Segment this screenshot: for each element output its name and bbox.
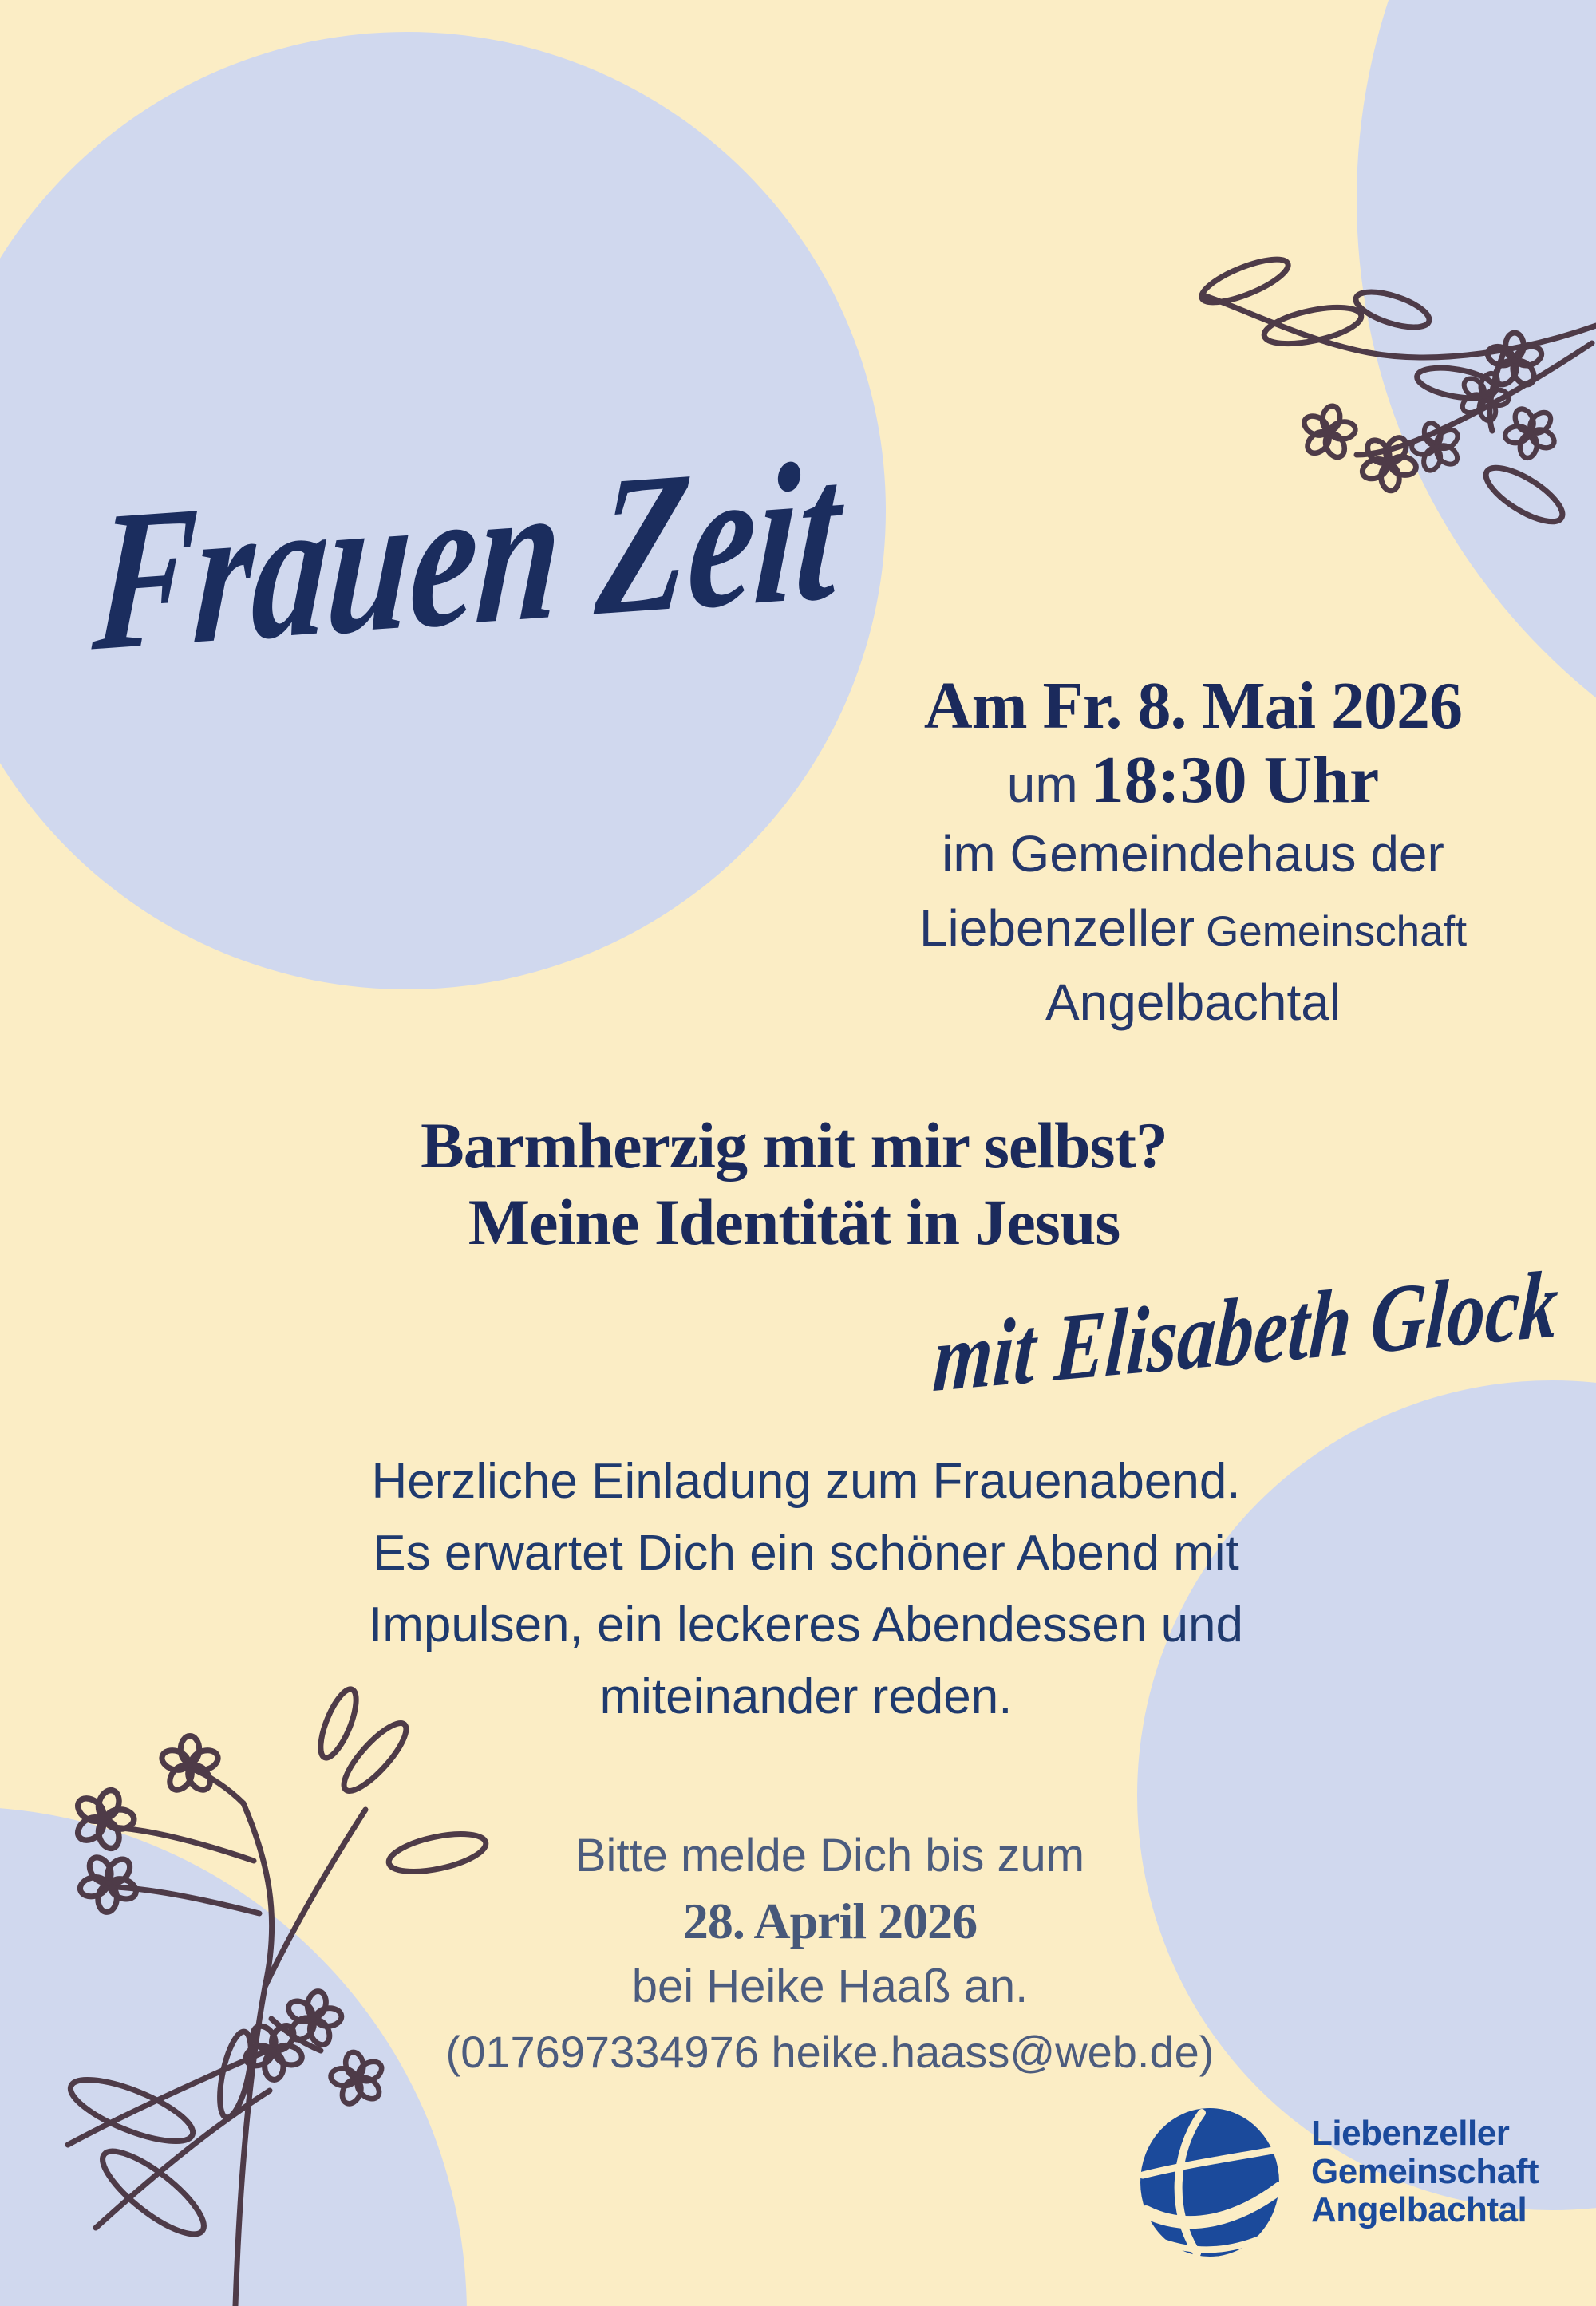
- organization-name-line1: Liebenzeller: [1311, 2114, 1510, 2153]
- event-time-line: [830, 743, 1556, 817]
- registration-info: [375, 1823, 1285, 2085]
- topic-line2: Meine Identität in Jesus: [468, 1186, 1120, 1258]
- speaker-name: mit Elisabeth Glock: [930, 1250, 1561, 1412]
- event-date: Am Fr. 8. Mai 2026: [923, 669, 1463, 743]
- invitation-line: Es erwartet Dich ein schöner Abend mit: [373, 1526, 1239, 1581]
- invitation-line: Impulsen, ein leckeres Abendessen und: [368, 1597, 1244, 1653]
- topic-line1: Barmherzig mit mir selbst?: [421, 1109, 1167, 1182]
- invitation-text: [247, 1446, 1365, 1733]
- event-venue-line3: Angelbachtal: [1045, 973, 1341, 1031]
- event-venue-line1: im Gemeindehaus der: [942, 825, 1444, 883]
- organization-name-line3: Angelbachtal: [1311, 2190, 1527, 2229]
- organization-name: [1311, 2114, 1539, 2229]
- globe-icon: [1140, 2107, 1283, 2258]
- event-time: 18:30 Uhr: [1090, 743, 1380, 817]
- invitation-line: Herzliche Einladung zum Frauenabend.: [371, 1454, 1241, 1509]
- registration-contact-details: (017697334976 heike.haass@web.de): [445, 2027, 1215, 2077]
- registration-deadline: 28. April 2026: [682, 1893, 978, 1949]
- event-venue-org: Liebenzeller: [918, 899, 1195, 957]
- topic-headline: [263, 1108, 1325, 1261]
- registration-contact-person: bei Heike Haaß an.: [631, 1960, 1029, 2012]
- page-title: Frauen Zeit: [88, 419, 847, 693]
- floral-sprig-icon: [1189, 231, 1596, 559]
- invitation-line: miteinander reden.: [599, 1669, 1013, 1724]
- organization-logo: [1140, 2107, 1586, 2258]
- event-venue-line2: [830, 891, 1556, 965]
- event-venue-org-sub: Gemeinschaft: [1206, 908, 1468, 955]
- registration-intro: Bitte melde Dich bis zum: [575, 1830, 1085, 1882]
- event-details: [830, 669, 1556, 1040]
- event-time-prefix: um: [1006, 756, 1078, 813]
- organization-name-line2: Gemeinschaft: [1311, 2152, 1539, 2191]
